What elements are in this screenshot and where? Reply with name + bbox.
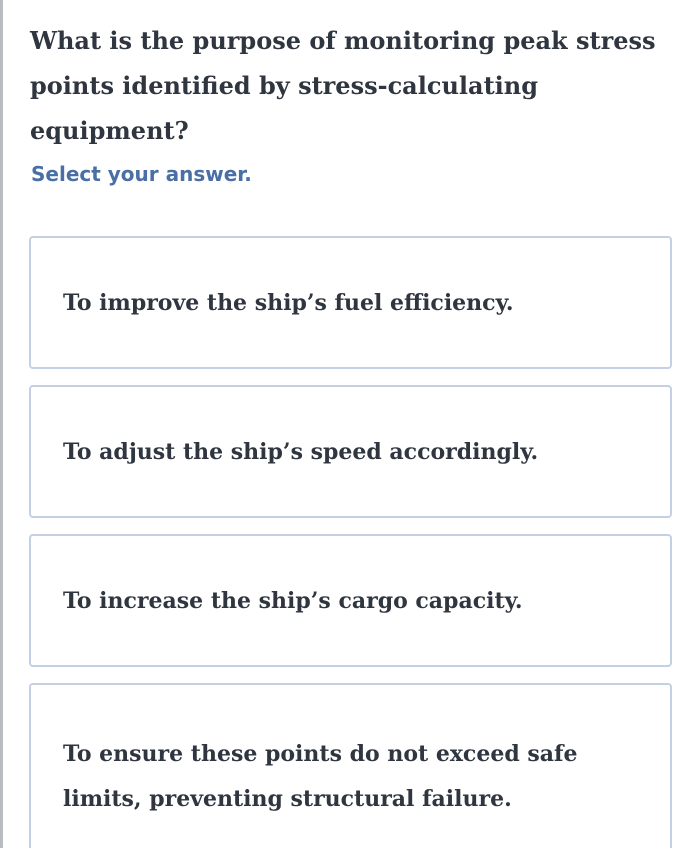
answer-options-list <box>29 236 672 848</box>
answer-option-label: To increase the ship’s cargo capacity. <box>63 587 523 614</box>
answer-option-1[interactable] <box>29 236 672 369</box>
answer-option-label: To adjust the ship’s speed accordingly. <box>63 438 539 465</box>
answer-option-2[interactable] <box>29 385 672 518</box>
answer-option-label: To ensure these points do not exceed safe limits, preventing structural failure. <box>63 741 578 812</box>
answer-option-4[interactable] <box>29 683 672 848</box>
left-edge-divider <box>0 0 3 848</box>
answer-option-3[interactable] <box>29 534 672 667</box>
answer-option-label: To improve the ship’s fuel efficiency. <box>63 289 514 316</box>
select-answer-prompt: Select your answer. <box>31 162 252 186</box>
question-text: What is the purpose of monitoring peak stress points identified by stress-calculating equipment? <box>30 26 656 145</box>
